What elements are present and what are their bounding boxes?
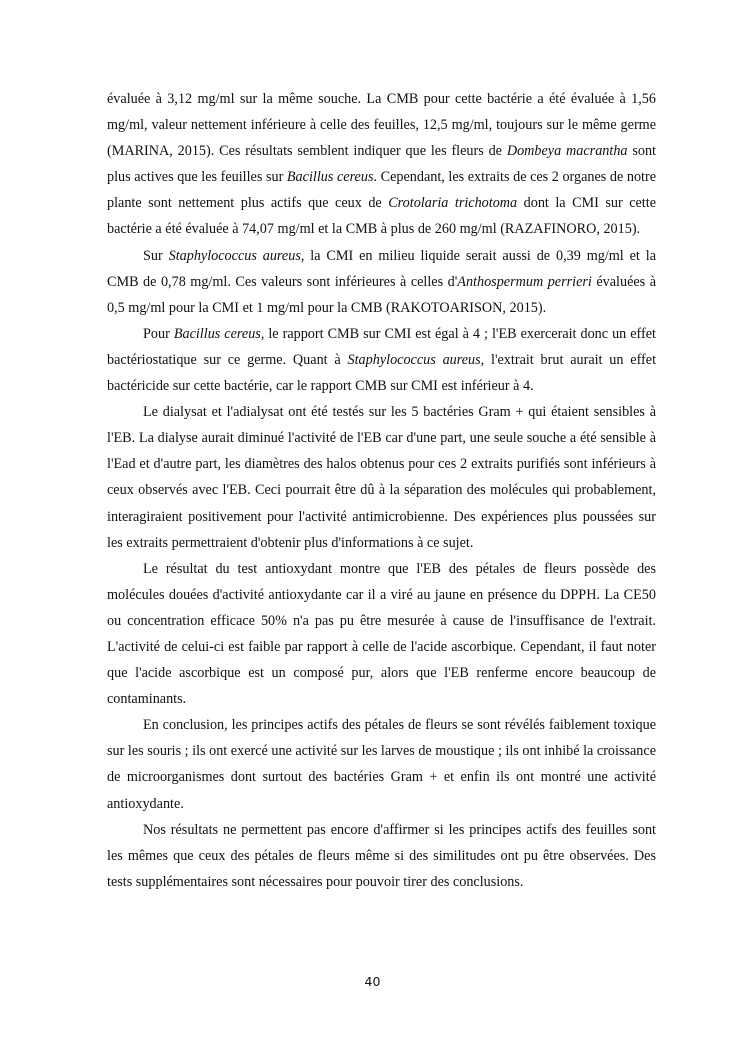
text-run: , le rapport CMB sur CMI est égal à 4 ; l'EB exercerait donc un effet bactériostatique sur ce germe. Quant à [107, 325, 656, 368]
body-text [107, 86, 656, 895]
paragraph [107, 556, 656, 713]
text-run: En conclusion, les principes actifs des pétales de fleurs se sont révélés faiblement toxique sur les souris ; ils ont exercé une activité sur les larves de moustique ; ils ont inhibé la croissance de microorganismes dont surtout des bactéries Gram + et enfin ils ont montré une activité antioxydante. [107, 717, 656, 812]
text-run: l'extrait brut aurait un effet bactéricide sur cette bactérie, car le rapport CMB sur CMI est inférieur à 4. [107, 351, 657, 395]
text-run: Le dialysat et l'adialysat ont été testés sur les 5 bactéries Gram + qui étaient sensibles à l'EB. La dialyse aurait diminué l'activité de l'EB car d'une part, une seule souche a été sensible à l'Ead et d'autre part, les diamètres des halos obtenus pour ces 2 extraits purifiés sont inférieurs à ceux observés avec l'EB. Ceci pourrait être dû à la séparation des molécules qui probablement, interagiraient positivement pour l'activité antimicrobienne. Des expériences plus poussées sur les extraits permettraient d'obtenir plus d'informations à ce sujet. [107, 404, 656, 551]
paragraph [107, 321, 656, 399]
italic-text: Staphylococcus aureus [168, 247, 301, 264]
text-run: Le résultat du test antioxydant montre que l'EB des pétales de fleurs possède des molécules douées d'activité antioxydante car il a viré au jaune en présence du DPPH. La CE50 ou concentration efficace 50% n'a pas pu être mesurée à cause de l'insuffisance de l'extrait. L'activité de celui-ci est faible par rapport à celle de l'acide ascorbique. Cependant, il faut noter que l'acide ascorbique est un composé pur, alors que l'EB renferme encore beaucoup de contaminants. [107, 560, 656, 708]
text-run: . Cependant, les extraits de ces 2 organes de notre plante sont nettement plus actifs que ceux de [107, 169, 657, 212]
text-run: dont la CMI sur cette bactérie a été évaluée à 74,07 mg/ml et la CMB à plus de 260 mg/ml (RAZAFINORO, 2015). [107, 195, 656, 238]
text-run: Nos résultats ne permettent pas encore d'affirmer si les principes actifs des feuilles sont les mêmes que ceux des pétales de fleurs même si des similitudes ont pu être observées. Des tests supplémentaires sont nécessaires pour pouvoir tirer des conclusions. [107, 821, 656, 890]
text-run: évaluées à 0,5 mg/ml pour la CMI et 1 mg/ml pour la CMB (RAKOTOARISON, 2015). [107, 273, 657, 316]
paragraph [107, 399, 656, 556]
italic-text: Bacillus cereus [173, 325, 261, 342]
italic-text: Dombeya macrantha [506, 143, 628, 160]
text-run: évaluée à 3,12 mg/ml sur la même souche. La CMB pour cette bactérie a été évaluée à 1,56 mg/ml, valeur nettement inférieure à celle des feuilles, 12,5 mg/ml, toujours sur le même germe (MARINA, 2015). Ces résultats semblent indiquer que les fleurs de [107, 91, 656, 160]
paragraph [107, 86, 656, 243]
paragraph [107, 243, 656, 321]
text-run: sont plus actives que les feuilles sur [107, 143, 657, 186]
text-run: , la CMI en milieu liquide serait aussi de 0,39 mg/ml et la CMB de 0,78 mg/ml. Ces valeurs sont inférieures à celles d' [107, 247, 656, 290]
italic-text: Anthospermum perrieri [457, 273, 592, 290]
italic-text: Bacillus cereus [286, 169, 374, 186]
text-run: Pour [143, 325, 174, 342]
page-number: 40 [364, 974, 381, 989]
italic-text: Staphylococcus aureus, [347, 351, 485, 368]
paragraph [107, 712, 656, 816]
paragraph [107, 817, 656, 895]
italic-text: Crotolaria trichotoma [388, 195, 518, 212]
text-run: Sur [143, 247, 169, 264]
